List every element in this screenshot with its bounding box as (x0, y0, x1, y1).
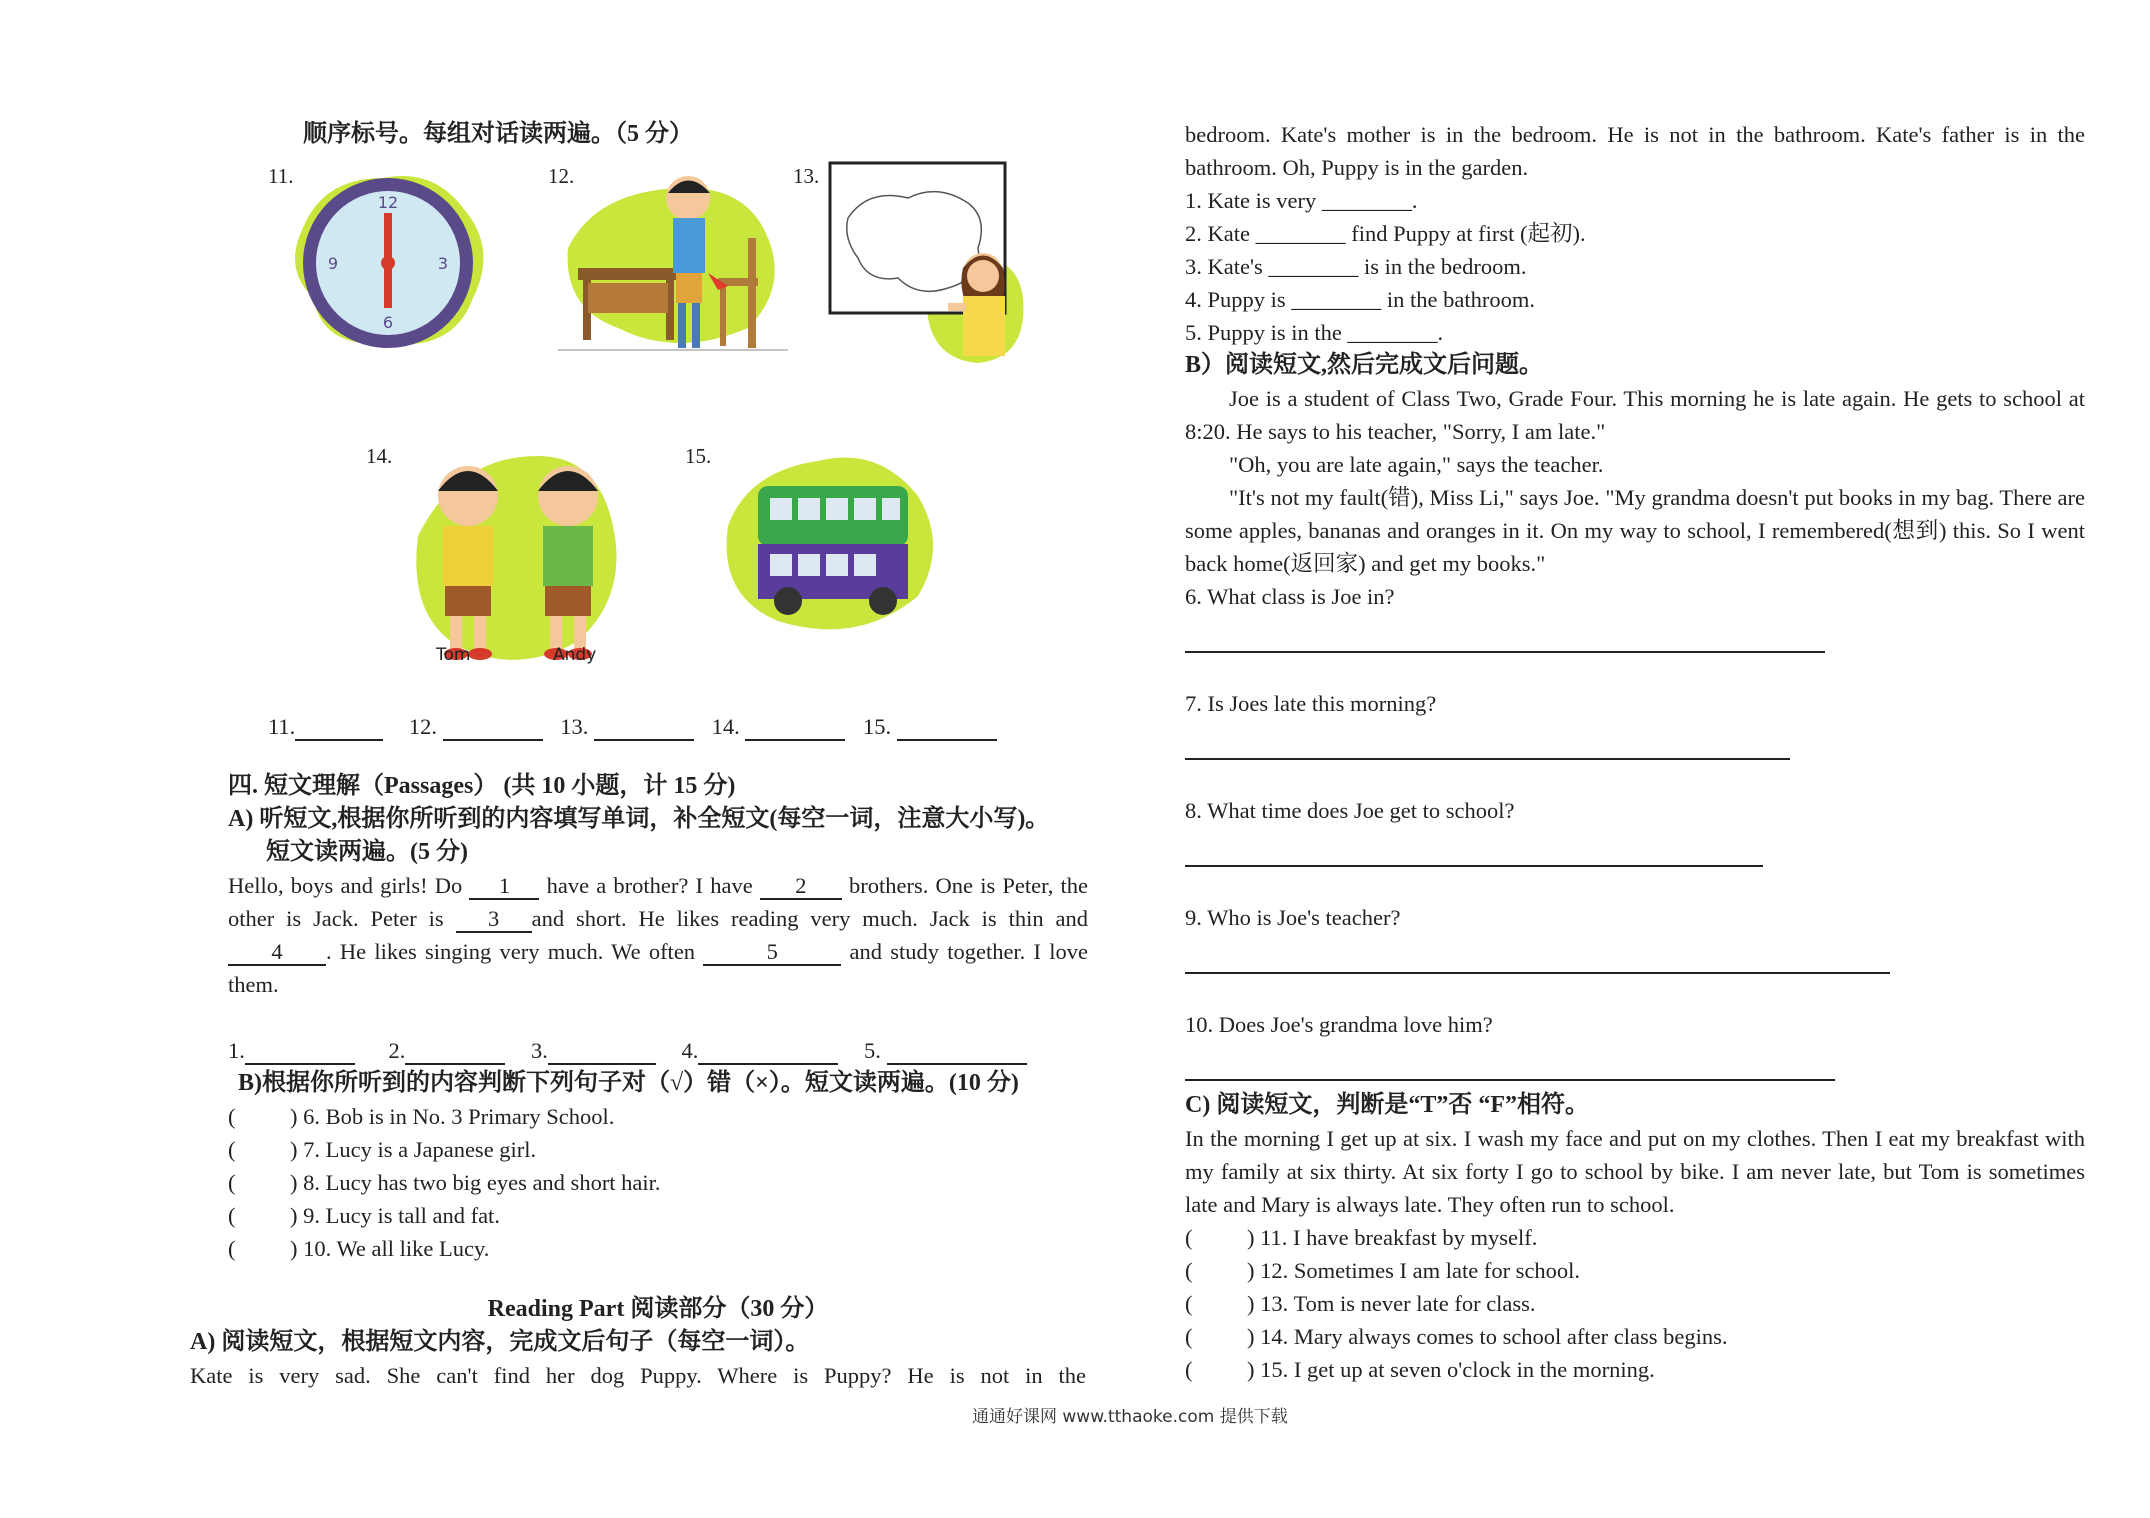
judge-item (228, 1100, 1088, 1133)
passage-text: have a brother? I have (539, 873, 760, 898)
passage-text: and short. He likes reading very much. Jack is thin and (531, 906, 1088, 931)
page-footer: 通通好课网 www.tthaoke.com 提供下载 (972, 1407, 1288, 1427)
judge-text: ) 7. Lucy is a Japanese girl. (290, 1137, 537, 1162)
judge-item (1185, 1320, 2085, 1353)
name-label-tom: Tom (436, 645, 471, 665)
reading-a-passage-end: bedroom. Kate's mother is in the bedroom. He is not in the bathroom. Kate's father is in the bathroom. Oh, Puppy is in the garden. (1185, 122, 2085, 180)
section4 (190, 770, 1088, 1392)
judge-text: ) 10. We all like Lucy. (290, 1236, 490, 1261)
right-column (1185, 118, 2085, 1386)
section4a-heading-line2: 短文读两遍。(5 分) (266, 839, 468, 865)
judge-item (1185, 1353, 2085, 1386)
answer-label-1: 1. (228, 1038, 245, 1063)
reading-b-question: 6. What class is Joe in? (1185, 584, 1395, 609)
reading-b-heading: B）阅读短文,然后完成文后问题。 (1185, 352, 1544, 378)
answer-blank-3[interactable] (548, 1039, 656, 1065)
reading-b-question: 7. Is Joes late this morning? (1185, 691, 1437, 716)
judge-text: ) 13. Tom is never late for class. (1247, 1291, 1536, 1316)
section4a-answer-row (228, 1034, 1088, 1067)
name-label-andy: Andy (553, 645, 597, 665)
answer-label-3: 3. (531, 1038, 548, 1063)
reading-b-paragraph: "Oh, you are late again," says the teacher. (1229, 452, 1604, 477)
passage-text: . He likes singing very much. We often (326, 939, 704, 964)
judge-paren[interactable]: ( (228, 1203, 236, 1228)
pic-answer-label-15: 15. (863, 714, 892, 739)
judge-paren[interactable]: ( (1185, 1357, 1193, 1382)
judge-item (1185, 1287, 2085, 1320)
judge-paren[interactable]: ( (228, 1104, 236, 1129)
passage-blank-3[interactable]: 3 (456, 907, 532, 933)
judge-text: ) 6. Bob is in No. 3 Primary School. (290, 1104, 615, 1129)
passage-blank-5[interactable]: 5 (703, 940, 841, 966)
answer-blank-1[interactable] (245, 1039, 355, 1065)
answer-label-2: 2. (388, 1038, 406, 1063)
clock-picture (283, 158, 493, 358)
section4a-heading-line1: A) 听短文,根据你所听到的内容填写单词，补全短文(每空一词，注意大小写)。 (228, 806, 1050, 832)
judge-paren[interactable]: ( (228, 1170, 236, 1195)
section4b-heading: B)根据你所听到的内容判断下列句子对（√）错（×）。短文读两遍。(10 分) (238, 1070, 1019, 1096)
judge-text: ) 14. Mary always comes to school after class begins. (1247, 1324, 1728, 1349)
judge-paren[interactable]: ( (1185, 1324, 1193, 1349)
passage-blank-1[interactable]: 1 (469, 874, 539, 900)
section4-heading: 四. 短文理解（Passages） (共 10 小题，计 15 分) (228, 773, 736, 799)
reading-a-question: 5. Puppy is in the ________. (1185, 320, 1444, 345)
pic-number-15: 15. (685, 444, 712, 468)
reading-a-passage-start: Kate is very sad. She can't find her dog Puppy. Where is Puppy? He is not in the (190, 1363, 1086, 1388)
passage-text: Hello, boys and girls! Do (228, 873, 470, 898)
map-girl-picture (828, 158, 1028, 368)
judge-paren[interactable]: ( (1185, 1258, 1193, 1283)
pic-answer-blank-11[interactable] (295, 715, 383, 741)
answer-line[interactable] (1185, 1077, 1835, 1081)
judge-text: ) 8. Lucy has two big eyes and short hair. (290, 1170, 661, 1195)
reading-a-question: 3. Kate's ________ is in the bedroom. (1185, 254, 1527, 279)
reading-a-question: 1. Kate is very ________. (1185, 188, 1418, 213)
judge-text: ) 12. Sometimes I am late for school. (1247, 1258, 1581, 1283)
reading-c-passage: In the morning I get up at six. I wash my face and put on my clothes. Then I eat my breakfast with my family at six thirty. At six forty I go to school by bike. I am never late, but Tom is sometimes late and Mary is always late. They often run to school. (1185, 1126, 2085, 1217)
answer-blank-2[interactable] (405, 1039, 505, 1065)
judge-text: ) 11. I have breakfast by myself. (1247, 1225, 1538, 1250)
pic-answer-row (268, 710, 997, 743)
reading-b-question: 8. What time does Joe get to school? (1185, 798, 1515, 823)
judge-text: ) 9. Lucy is tall and fat. (290, 1203, 500, 1228)
judge-paren[interactable]: ( (1185, 1225, 1193, 1250)
answer-line[interactable] (1185, 649, 1825, 653)
pic-answer-label-13: 13. (560, 714, 589, 739)
judge-paren[interactable]: ( (228, 1137, 236, 1162)
pic-number-11: 11. (268, 164, 294, 188)
passage-blank-4[interactable]: 4 (228, 940, 326, 966)
pic-answer-blank-15[interactable] (897, 715, 997, 741)
pic-answer-blank-12[interactable] (443, 715, 543, 741)
answer-line[interactable] (1185, 863, 1763, 867)
passage-text: and study together. I love them. (228, 939, 1088, 997)
pic-answer-blank-13[interactable] (594, 715, 694, 741)
passage-text: brothers. One is Peter, the other is Jack. Peter is (228, 873, 1088, 931)
svg-text:12: 12 (377, 193, 399, 212)
reading-a-question: 2. Kate ________ find Puppy at first (起初). (1185, 221, 1586, 246)
answer-label-5: 5. (864, 1038, 881, 1063)
reading-a-question: 4. Puppy is ________ in the bathroom. (1185, 287, 1535, 312)
section3-heading: 顺序标号。每组对话读两遍。（5 分） (303, 121, 693, 147)
tom-andy-picture (398, 436, 638, 686)
pic-answer-label-11: 11. (268, 714, 296, 739)
answer-line[interactable] (1185, 970, 1890, 974)
judge-item (228, 1133, 1088, 1166)
svg-text:3: 3 (437, 254, 449, 273)
bus-picture (708, 436, 948, 646)
section4a-passage (228, 869, 1088, 1001)
judge-paren[interactable]: ( (228, 1236, 236, 1261)
judge-item (228, 1166, 1088, 1199)
answer-line[interactable] (1185, 756, 1790, 760)
pic-number-13: 13. (793, 164, 820, 188)
boy-sitting-picture (558, 158, 788, 368)
judge-item (1185, 1254, 2085, 1287)
answer-blank-4[interactable] (698, 1039, 838, 1065)
pic-number-14: 14. (366, 444, 393, 468)
answer-label-4: 4. (681, 1038, 699, 1063)
reading-a-heading: A) 阅读短文，根据短文内容，完成文后句子（每空一词）。 (190, 1329, 810, 1355)
svg-text:6: 6 (382, 313, 394, 332)
reading-b-paragraph: Joe is a student of Class Two, Grade Four. This morning he is late again. He gets to school at 8:20. He says to his teacher, "Sorry, I am late." (1185, 386, 2085, 444)
pic-number-12: 12. (548, 164, 575, 188)
judge-item (228, 1232, 1088, 1265)
pic-answer-label-12: 12. (408, 714, 438, 739)
pic-answer-label-14: 14. (711, 714, 740, 739)
passage-blank-2[interactable]: 2 (760, 874, 842, 900)
judge-text: ) 15. I get up at seven o'clock in the morning. (1247, 1357, 1655, 1382)
reading-b-paragraph: "It's not my fault(错), Miss Li," says Joe. "My grandma doesn't put books in my bag. There are some apples, bananas and oranges in it. On my way to school, I remembered(想到) this. So I went back home(返回家) and get my books." (1185, 485, 2085, 576)
judge-item (228, 1199, 1088, 1232)
svg-text:9: 9 (327, 254, 339, 273)
reading-b-question: 9. Who is Joe's teacher? (1185, 905, 1401, 930)
answer-blank-5[interactable] (887, 1039, 1027, 1065)
judge-item (1185, 1221, 2085, 1254)
pic-answer-blank-14[interactable] (745, 715, 845, 741)
reading-c-heading: C) 阅读短文，判断是“T”否 “F”相符。 (1185, 1092, 1589, 1118)
reading-part-title: Reading Part 阅读部分（30 分） (487, 1296, 829, 1322)
judge-paren[interactable]: ( (1185, 1291, 1193, 1316)
reading-b-question: 10. Does Joe's grandma love him? (1185, 1012, 1493, 1037)
